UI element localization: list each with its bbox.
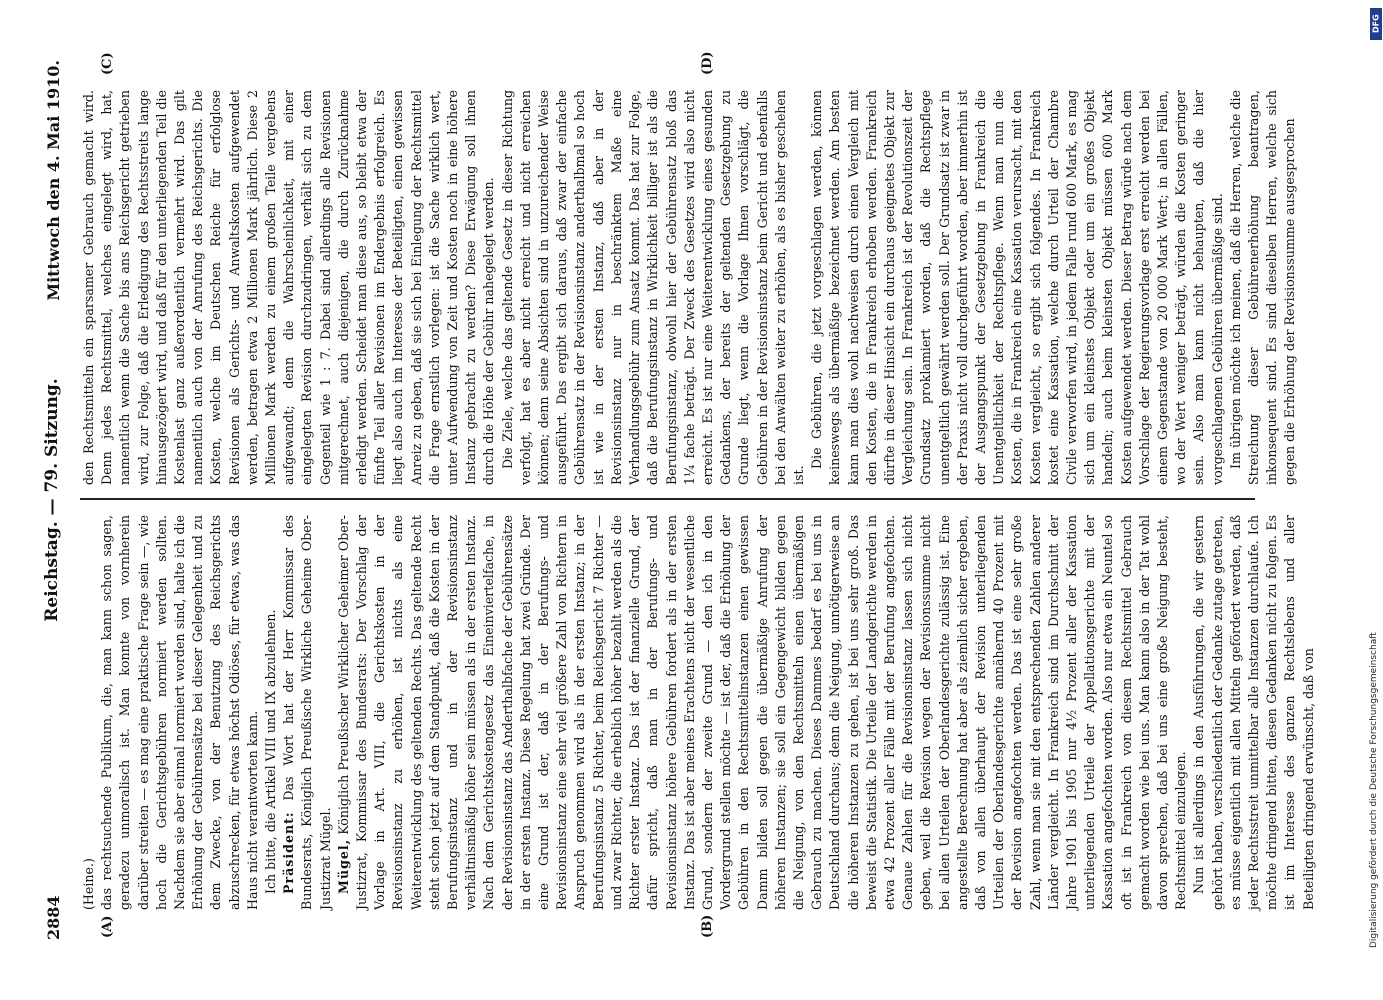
running-head: Reichstag. — 79. Sitzung.: [42, 378, 62, 622]
paragraph: den Rechtsmitteln ein sparsamer Gebrauch gemacht wird. Denn jedes Rechtsmittel, welches eingelegt wird, hat, namentlich wenn die Sache bis ans Reichsgericht getrieben wird, zur Folge, daß die Erledigung des Rechtsstreits lange hinausgezögert wird, und daß für den unterliegenden Teil die Kostenlast ganz außerordentlich vermehrt wird. Das gilt namentlich auch von der Anrufung des Reichsgerichts. Die Kosten, welche im Deutschen Reiche für erfolglose Revisionen als Gerichts- und Anwaltskosten aufgewendet werden, betragen etwa 2 Millionen Mark jährlich. Diese 2 Millionen Mark werden zu einem großen Teile vergebens aufgewandt; denn die Wahrscheinlichkeit, mit einer eingelegten Revision durchzudringen, verhält sich zu dem Gegenteil wie 1 : 7. Dabei sind allerdings alle Revisionen mitgerechnet, auch diejenigen, die durch Zurücknahme erledigt werden. Scheidet man diese aus, so bleibt etwa der fünfte Teil aller Revisionen im Endergebnis erfolgreich. Es liegt also auch im Interesse der Beteiligten, einen gewissen Anreiz zu geben, daß sie sich bei Einlegung der Rechtsmittel die Frage ernstlich vorlegen: ist die Sache wirklich wert, unter Aufwendung von Zeit und Kosten noch in eine höhere Instanz gebracht zu werden? Diese Erwägung soll ihnen durch die Höhe der Gebühr nahegelegt werden.: [81, 90, 497, 485]
dfg-logo: DFG: [1370, 8, 1382, 40]
digitization-credit: Digitalisierung gefördert durch die Deutsche Forschungsgemeinschaft: [1369, 632, 1379, 948]
paragraph: Die Gebühren, die jetzt vorgeschlagen werden, können keineswegs als übermäßige bezeichnet werden. Am besten kann man dies wohl nachweisen durch einen Vergleich mit den Kosten, die in Frankreich erhoben werden. Frankreich dürfte in dieser Hinsicht ein durchaus geeignetes Objekt zur Vergleichung sein. In Frankreich ist der Revolutionszeit der Grundsatz proklamiert worden, daß die Rechtspflege unentgeltlich gewährt werden soll. Der Grundsatz ist zwar in der Praxis nicht voll durchgeführt worden, aber immerhin ist der Ausgangspunkt der Gesetzgebung in Frankreich die Unentgeltlichkeit der Rechtspflege. Wenn man nun die Kosten, die in Frankreich eine Kassation verursacht, mit den Kosten vergleicht, so ergibt sich folgendes. In Frankreich kostet eine Kassation, welche durch Urteil der Chambre Civile verworfen wird, in jedem Falle rund 600 Mark, es mag sich um ein kleinstes Objekt oder um ein großes Objekt handeln; auch beim kleinsten Objekt müssen 600 Mark Kosten aufgewendet werden. Dieser Betrag würde nach dem Vorschlage der Regierungsvorlage erst erreicht werden bei einem Gegenstande von 20 000 Mark Wert; in allen Fällen, wo der Wert weniger beträgt, würden die Kosten geringer sein. Also man kann nicht behaupten, daß die hier vorgeschlagenen Gebühren übermäßige sind.: [809, 90, 1225, 485]
speaker-continuation: (Heine.): [81, 858, 96, 910]
margin-letter-c: (C): [100, 52, 115, 75]
paragraph: das rechtsuchende Publikum, die, man kann schon sagen, geradezu unmoralisch ist. Man konnte von vornherein darüber streiten — es mag eine praktische Frage sein —, wie hoch die Gerichtsgebühren normiert werden sollten. Nachdem sie aber einmal normiert worden sind, halte ich die Erhöhung der Gebührensätze bei dieser Gelegenheit und zu dem Zwecke, von der Benutzung des Reichsgerichts abzuschrecken, für etwas höchst Odiöses, für etwas, was das Haus nicht verantworten kann.: [99, 515, 260, 910]
session-date: Mittwoch den 4. Mai 1910.: [44, 60, 63, 301]
column-divider: [80, 499, 1255, 501]
paragraph: Ich bitte, die Artikel VIII und IX abzulehnen.: [263, 609, 279, 894]
speech-paragraph: [335, 515, 1191, 910]
paragraph: Im übrigen möchte ich meinen, daß die Herren, welche die Streichung dieser Gebührenerhöhung beantragen, inkonsequent sind. Es sind dieselben Herren, welche sich gegen die Erhöhung der Revisionssumme ausgesprochen: [1227, 90, 1298, 485]
paragraph: Die Ziele, welche das geltende Gesetz in dieser Richtung verfolgt, hat es aber nicht erreicht und nicht erreichen können; denn seine Absichten sind in unzureichender Weise ausgeführt. Das ergibt sich daraus, daß zwar der einfache Gebührensatz in der Revisionsinstanz anderthalbmal so hoch ist wie in der ersten Instanz, daß aber in der Revisionsinstanz nur in beschränktem Maße eine Verhandlungsgebühr zum Ansatz kommt. Das hat zur Folge, daß die Berufungsinstanz in Wirklichkeit billiger ist als die Berufungsinstanz, obwohl hier der Gebührensatz bloß das 1¼ fache beträgt. Der Zweck des Gesetzes wird also nicht erreicht. Es ist nur eine Weiterentwicklung eines gesunden Gedankens, der bereits der geltenden Gesetzgebung zu Grunde liegt, wenn die Vorlage Ihnen vorschlägt, die Gebühren in der Revisionsinstanz beim Gericht und ebenfalls bei den Anwälten weiter zu erhöhen, als es bisher geschehen ist.: [499, 90, 806, 485]
paragraph: Nun ist allerdings in den Ausführungen, die wir gestern gehört haben, verschiedentlich der Gedanke zutage getreten, es müsse eigentlich mit allen Mitteln gefördert werden, daß jeder Rechtsstreit unmittelbar alle Instanzen durchlaufe. Ich möchte dringend bitten, diesen Gedanken nicht zu folgen. Es ist im Interesse des ganzen Rechtslebens und aller Beteiligten dringend erwünscht, daß von: [1191, 515, 1316, 910]
margin-letter-d: (D): [700, 51, 715, 75]
margin-letter-b: (B): [700, 914, 715, 938]
right-column: [80, 90, 1298, 485]
page-number: 2884: [44, 895, 63, 940]
speech-paragraph: [280, 515, 335, 910]
speaker-name: Präsident:: [281, 811, 297, 894]
margin-letter-a: (A): [100, 915, 115, 938]
speech-text: Das Wort hat der Herr Kommissar des Bundesrats, Königlich Preußische Wirkliche Geheime Ober-Justizrat Mügel.: [281, 515, 333, 910]
speech-text: Königlich Preußischer Wirklicher Geheimer Ober-Justizrat, Kommissar des Bundesrats: Der Vorschlag der Vorlage in Art. VIII, die Gerichtskosten in der Revisionsinstanz zu erhöhen, ist nichts als eine Weiterentwicklung des geltenden Rechts. Das geltende Recht steht schon jetzt auf dem Standpunkt, daß die Kosten in der Berufungsinstanz und in der Revisionsinstanz verhältnismäßig höher sein müssen als in der ersten Instanz. Nach dem Gerichtskostengesetz das Eineinviertelfache, in der Revisionsinstanz das Anderthalbfache der Gebührensätze in der ersten Instanz. Diese Regelung hat zwei Gründe. Der eine Grund ist der, daß in der Berufungs- und Revisionsinstanz eine sehr viel größere Zahl von Richtern in Anspruch genommen wird als in der ersten Instanz; in der Berufungsinstanz 5 Richter, beim Reichsgericht 7 Richter — und zwar Richter, die erheblich höher bezahlt werden als die Richter erster Instanz. Das ist der finanzielle Grund, der dafür spricht, daß man in der Berufungs- und Revisionsinstanz höhere Gebühren fordert als in der ersten Instanz. Das ist aber meines Erachtens nicht der wesentliche Grund, sondern der zweite Grund — den ich in den Vordergrund stellen möchte — ist der, daß die Erhöhung der Gebühren in den Rechtsmittelinstanzen einen gewissen Damm bilden soll gegen die übermäßige Anrufung der höheren Instanzen; sie soll ein Gegengewicht bilden gegen die Neigung, von den Rechtsmitteln einen übermäßigen Gebrauch zu machen. Dieses Dammes bedarf es bei uns in Deutschland durchaus; denn die Neigung, unnötigerweise an die höheren Instanzen zu gehen, ist bei uns sehr groß. Das beweist die Statistik. Die Urteile der Landgerichte werden in etwa 42 Prozent aller Fälle mit der Berufung angefochten. Genaue Zahlen für die Revisionsinstanz lassen sich nicht geben, weil die Revision wegen der Revisionssumme nicht bei allen Urteilen der Oberlandesgerichte zulässig ist. Eine angestellte Berechnung hat aber als ziemlich sicher ergeben, daß von allen überhaupt der Revision unterliegenden Urteilen der Oberlandesgerichte annähernd 40 Prozent mit der Revision angefochten werden. Das ist eine sehr große Zahl, wenn man sie mit den entsprechenden Zahlen anderer Länder vergleicht. In Frankreich sind im Durchschnitt der Jahre 1901 bis 1905 nur 4½ Prozent aller der Kassation unterliegenden Urteile der Appellationsgerichte mit der Kassation angefochten worden. Also nur etwa ein Neuntel so oft ist in Frankreich von diesem Rechtsmittel Gebrauch gemacht worden wie bei uns. Man kann also in der Tat wohl davon sprechen, daß bei uns eine große Neigung besteht, Rechtsmittel einzulegen.: [335, 515, 1189, 910]
speaker-name: Mügel,: [335, 838, 351, 894]
left-column: [80, 515, 1316, 910]
page-header: [40, 60, 68, 940]
